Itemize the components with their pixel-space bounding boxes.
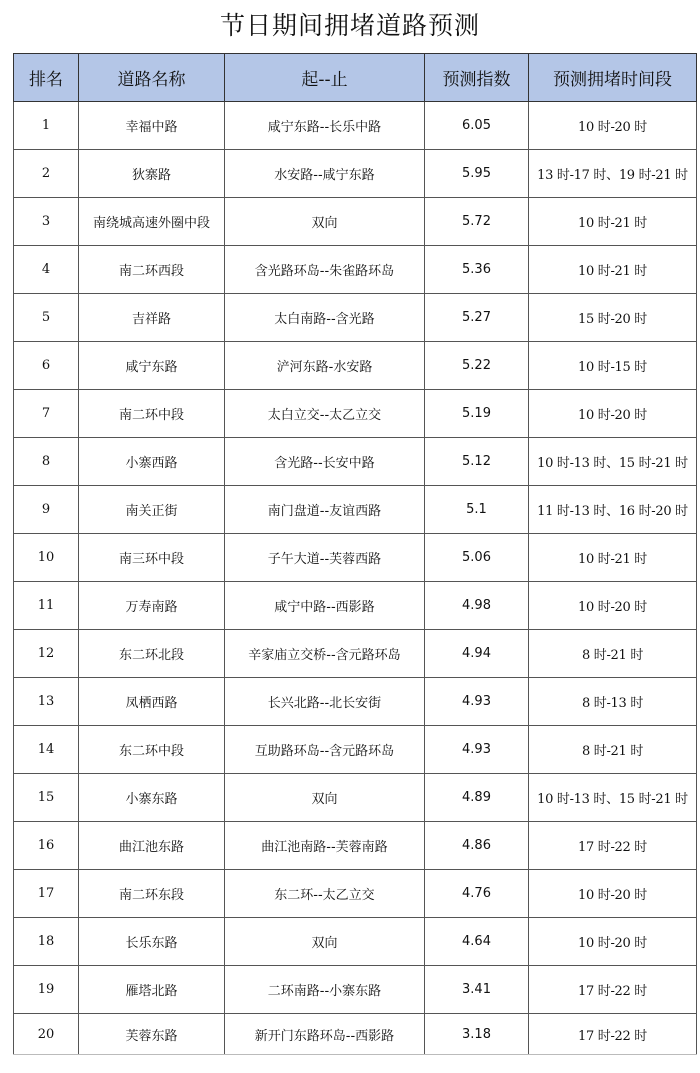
table-row	[14, 246, 697, 294]
rank-cell: 4	[14, 246, 79, 294]
congestion-hours-cell: 15 时-20 时	[529, 294, 697, 342]
congestion-hours-cell: 10 时-20 时	[529, 582, 697, 630]
congestion-hours-cell: 10 时-21 时	[529, 246, 697, 294]
forecast-index-cell: 4.76	[425, 870, 529, 918]
congestion-hours-cell: 17 时-22 时	[529, 822, 697, 870]
table-body	[14, 102, 697, 1055]
table-row	[14, 390, 697, 438]
road-name-cell: 凤栖西路	[79, 678, 225, 726]
forecast-index-cell: 4.98	[425, 582, 529, 630]
segment-cell: 含光路--长安中路	[225, 438, 425, 486]
rank-cell: 15	[14, 774, 79, 822]
segment-cell: 双向	[225, 198, 425, 246]
road-name-cell: 小寨东路	[79, 774, 225, 822]
rank-cell: 16	[14, 822, 79, 870]
table-row	[14, 582, 697, 630]
header-forecast-index: 预测指数	[425, 54, 529, 102]
table-row	[14, 822, 697, 870]
road-name-cell: 幸福中路	[79, 102, 225, 150]
forecast-index-cell: 5.1	[425, 486, 529, 534]
forecast-index-cell: 5.72	[425, 198, 529, 246]
congestion-hours-cell: 8 时-21 时	[529, 630, 697, 678]
road-name-cell: 长乐东路	[79, 918, 225, 966]
table-row	[14, 966, 697, 1014]
segment-cell: 南门盘道--友谊西路	[225, 486, 425, 534]
congestion-hours-cell: 10 时-20 时	[529, 870, 697, 918]
road-name-cell: 万寿南路	[79, 582, 225, 630]
forecast-index-cell: 3.41	[425, 966, 529, 1014]
segment-cell: 含光路环岛--朱雀路环岛	[225, 246, 425, 294]
forecast-index-cell: 4.93	[425, 726, 529, 774]
segment-cell: 互助路环岛--含元路环岛	[225, 726, 425, 774]
segment-cell: 咸宁东路--长乐中路	[225, 102, 425, 150]
road-name-cell: 东二环中段	[79, 726, 225, 774]
road-name-cell: 南二环中段	[79, 390, 225, 438]
rank-cell: 13	[14, 678, 79, 726]
header-segment: 起--止	[225, 54, 425, 102]
rank-cell: 20	[14, 1014, 79, 1055]
segment-cell: 太白南路--含光路	[225, 294, 425, 342]
road-name-cell: 咸宁东路	[79, 342, 225, 390]
rank-cell: 11	[14, 582, 79, 630]
congestion-hours-cell: 17 时-22 时	[529, 1014, 697, 1055]
congestion-hours-cell: 10 时-15 时	[529, 342, 697, 390]
road-name-cell: 芙蓉东路	[79, 1014, 225, 1055]
segment-cell: 浐河东路-水安路	[225, 342, 425, 390]
segment-cell: 双向	[225, 774, 425, 822]
rank-cell: 12	[14, 630, 79, 678]
congestion-hours-cell: 10 时-21 时	[529, 534, 697, 582]
congestion-hours-cell: 10 时-20 时	[529, 390, 697, 438]
table-row	[14, 726, 697, 774]
road-name-cell: 南关正街	[79, 486, 225, 534]
table-row	[14, 438, 697, 486]
table-header-row	[14, 54, 697, 102]
road-name-cell: 小寨西路	[79, 438, 225, 486]
rank-cell: 6	[14, 342, 79, 390]
road-name-cell: 南绕城高速外圈中段	[79, 198, 225, 246]
rank-cell: 19	[14, 966, 79, 1014]
forecast-index-cell: 6.05	[425, 102, 529, 150]
rank-cell: 17	[14, 870, 79, 918]
segment-cell: 双向	[225, 918, 425, 966]
table-row	[14, 774, 697, 822]
rank-cell: 18	[14, 918, 79, 966]
congestion-hours-cell: 17 时-22 时	[529, 966, 697, 1014]
forecast-index-cell: 5.06	[425, 534, 529, 582]
forecast-index-cell: 4.94	[425, 630, 529, 678]
header-road-name: 道路名称	[79, 54, 225, 102]
table-row	[14, 198, 697, 246]
rank-cell: 2	[14, 150, 79, 198]
header-rank: 排名	[14, 54, 79, 102]
table-row	[14, 294, 697, 342]
forecast-index-cell: 5.95	[425, 150, 529, 198]
segment-cell: 东二环--太乙立交	[225, 870, 425, 918]
road-name-cell: 曲江池东路	[79, 822, 225, 870]
rank-cell: 3	[14, 198, 79, 246]
road-name-cell: 南二环西段	[79, 246, 225, 294]
forecast-index-cell: 5.36	[425, 246, 529, 294]
forecast-index-cell: 4.86	[425, 822, 529, 870]
congestion-hours-cell: 10 时-20 时	[529, 102, 697, 150]
forecast-index-cell: 3.18	[425, 1014, 529, 1055]
segment-cell: 咸宁中路--西影路	[225, 582, 425, 630]
forecast-index-cell: 4.93	[425, 678, 529, 726]
road-name-cell: 雁塔北路	[79, 966, 225, 1014]
congestion-forecast-table	[13, 53, 697, 1055]
segment-cell: 水安路--咸宁东路	[225, 150, 425, 198]
segment-cell: 长兴北路--北长安街	[225, 678, 425, 726]
segment-cell: 二环南路--小寨东路	[225, 966, 425, 1014]
rank-cell: 5	[14, 294, 79, 342]
table-row	[14, 1014, 697, 1055]
congestion-hours-cell: 10 时-13 时、15 时-21 时	[529, 438, 697, 486]
table-row	[14, 534, 697, 582]
congestion-hours-cell: 8 时-13 时	[529, 678, 697, 726]
header-congestion-hours: 预测拥堵时间段	[529, 54, 697, 102]
rank-cell: 1	[14, 102, 79, 150]
congestion-hours-cell: 13 时-17 时、19 时-21 时	[529, 150, 697, 198]
table-row	[14, 630, 697, 678]
road-name-cell: 南二环东段	[79, 870, 225, 918]
table-row	[14, 870, 697, 918]
congestion-hours-cell: 10 时-20 时	[529, 918, 697, 966]
page-title: 节日期间拥堵道路预测	[219, 11, 480, 40]
segment-cell: 子午大道--芙蓉西路	[225, 534, 425, 582]
segment-cell: 太白立交--太乙立交	[225, 390, 425, 438]
forecast-index-cell: 4.89	[425, 774, 529, 822]
forecast-index-cell: 5.12	[425, 438, 529, 486]
congestion-hours-cell: 11 时-13 时、16 时-20 时	[529, 486, 697, 534]
rank-cell: 7	[14, 390, 79, 438]
congestion-hours-cell: 8 时-21 时	[529, 726, 697, 774]
forecast-index-cell: 5.22	[425, 342, 529, 390]
rank-cell: 10	[14, 534, 79, 582]
table-row	[14, 342, 697, 390]
forecast-index-cell: 4.64	[425, 918, 529, 966]
segment-cell: 曲江池南路--芙蓉南路	[225, 822, 425, 870]
rank-cell: 8	[14, 438, 79, 486]
road-name-cell: 东二环北段	[79, 630, 225, 678]
congestion-hours-cell: 10 时-13 时、15 时-21 时	[529, 774, 697, 822]
table-row	[14, 150, 697, 198]
table-row	[14, 918, 697, 966]
table-row	[14, 486, 697, 534]
congestion-hours-cell: 10 时-21 时	[529, 198, 697, 246]
forecast-index-cell: 5.19	[425, 390, 529, 438]
road-name-cell: 狄寨路	[79, 150, 225, 198]
road-name-cell: 南三环中段	[79, 534, 225, 582]
rank-cell: 9	[14, 486, 79, 534]
segment-cell: 辛家庙立交桥--含元路环岛	[225, 630, 425, 678]
rank-cell: 14	[14, 726, 79, 774]
segment-cell: 新开门东路环岛--西影路	[225, 1014, 425, 1055]
road-name-cell: 吉祥路	[79, 294, 225, 342]
table-row	[14, 102, 697, 150]
table-row	[14, 678, 697, 726]
forecast-index-cell: 5.27	[425, 294, 529, 342]
